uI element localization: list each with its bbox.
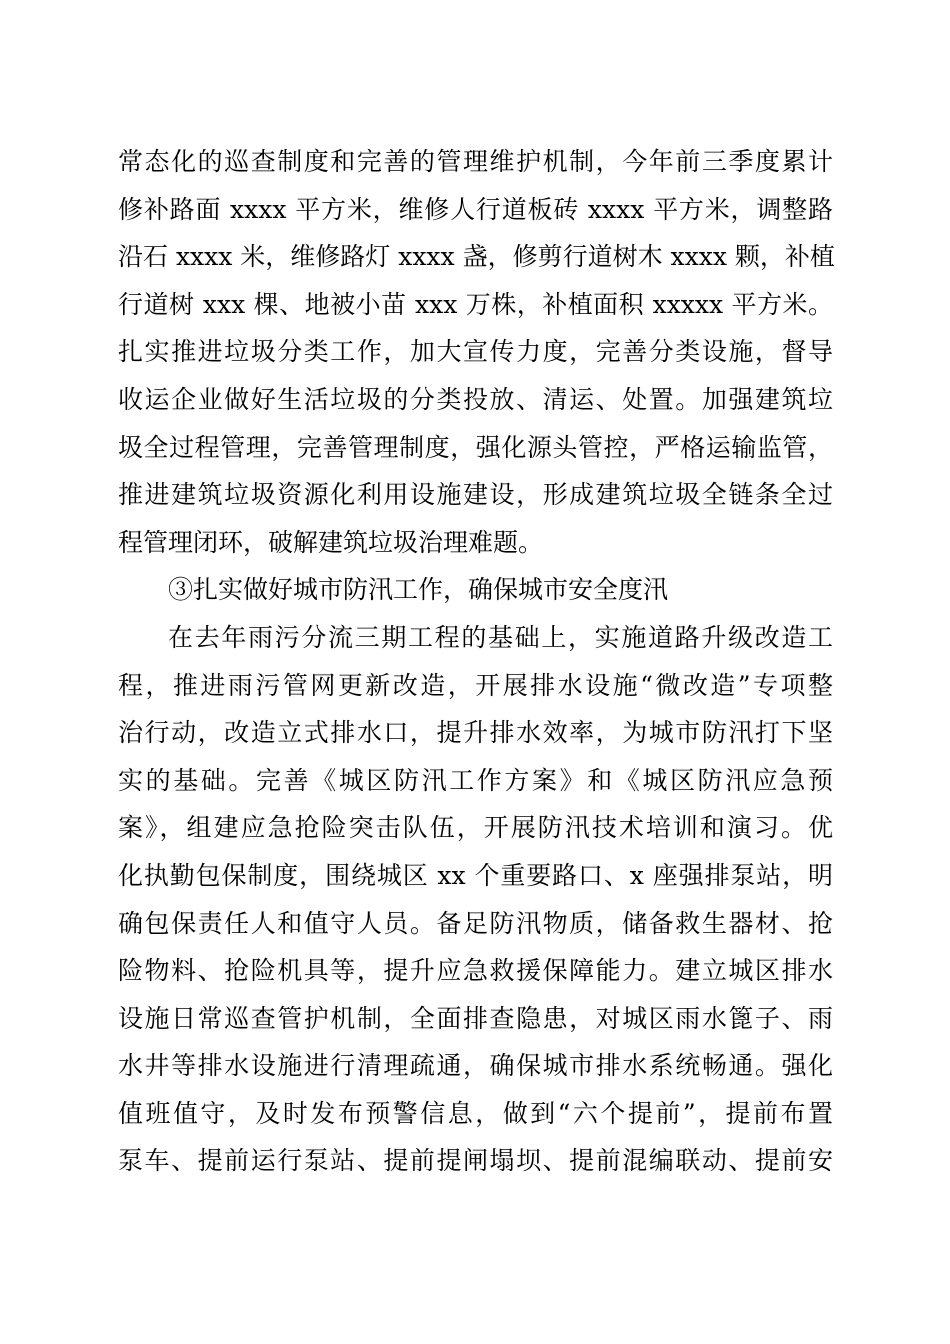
text-line: 险物料、抢险机具等，提升应急救援保障能力。建立城区排水 [118,956,833,986]
text-line: 水井等排水设施进行清理疏通，确保城市排水系统畅通。强化 [118,1051,833,1081]
text-line: 程，推进雨污管网更新改造，开展排水设施“微改造”专项整 [118,670,833,700]
text-line: 治行动，改造立式排水口，提升排水效率，为城市防汛打下坚 [118,718,833,748]
text-line: 常态化的巡查制度和完善的管理维护机制，今年前三季度累计 [118,147,833,176]
text-line: 值班值守，及时发布预警信息，做到“六个提前”，提前布置 [118,1098,833,1128]
text-line: 行道树 xxx 棵、地被小苗 xxx 万株，补植面积 xxxxx 平方米。 [118,289,833,319]
body-text [118,138,833,1185]
text-line: 收运企业做好生活垃圾的分类投放、清运、处置。加强建筑垃 [118,384,833,414]
text-line: 沿石 xxxx 米，维修路灯 xxxx 盏，修剪行道树木 xxxx 颗，补植 [118,242,835,272]
text-line: 确包保责任人和值守人员。备足防汛物质，储备救生器材、抢 [118,908,833,938]
text-line: 设施日常巡查管护机制，全面排查隐患，对城区雨水篦子、雨 [118,1003,833,1033]
text-line: 泵车、提前运行泵站、提前提闸塌坝、提前混编联动、提前安 [118,1146,833,1176]
text-line: 修补路面 xxxx 平方米，维修人行道板砖 xxxx 平方米，调整路 [118,194,833,224]
text-line: 扎实推进垃圾分类工作，加大宣传力度，完善分类设施，督导 [118,337,833,367]
text-line: 程管理闭环，破解建筑垃圾治理难题。 [118,527,544,557]
text-line: 推进建筑垃圾资源化利用设施建设，形成建筑垃圾全链条全过 [118,480,833,510]
text-line: 化执勤包保制度，围绕城区 xx 个重要路口、x 座强排泵站，明 [118,860,833,890]
text-line: 实的基础。完善《城区防汛工作方案》和《城区防汛应急预 [118,765,833,795]
text-line: 圾全过程管理，完善管理制度，强化源头管控，严格运输监管， [118,432,833,462]
section-heading: ③扎实做好城市防汛工作，确保城市安全度汛 [168,575,669,605]
text-line: 案》，组建应急抢险突击队伍，开展防汛技术培训和演习。优 [118,813,833,843]
text-line: 在去年雨污分流三期工程的基础上，实施道路升级改造工 [168,622,833,652]
